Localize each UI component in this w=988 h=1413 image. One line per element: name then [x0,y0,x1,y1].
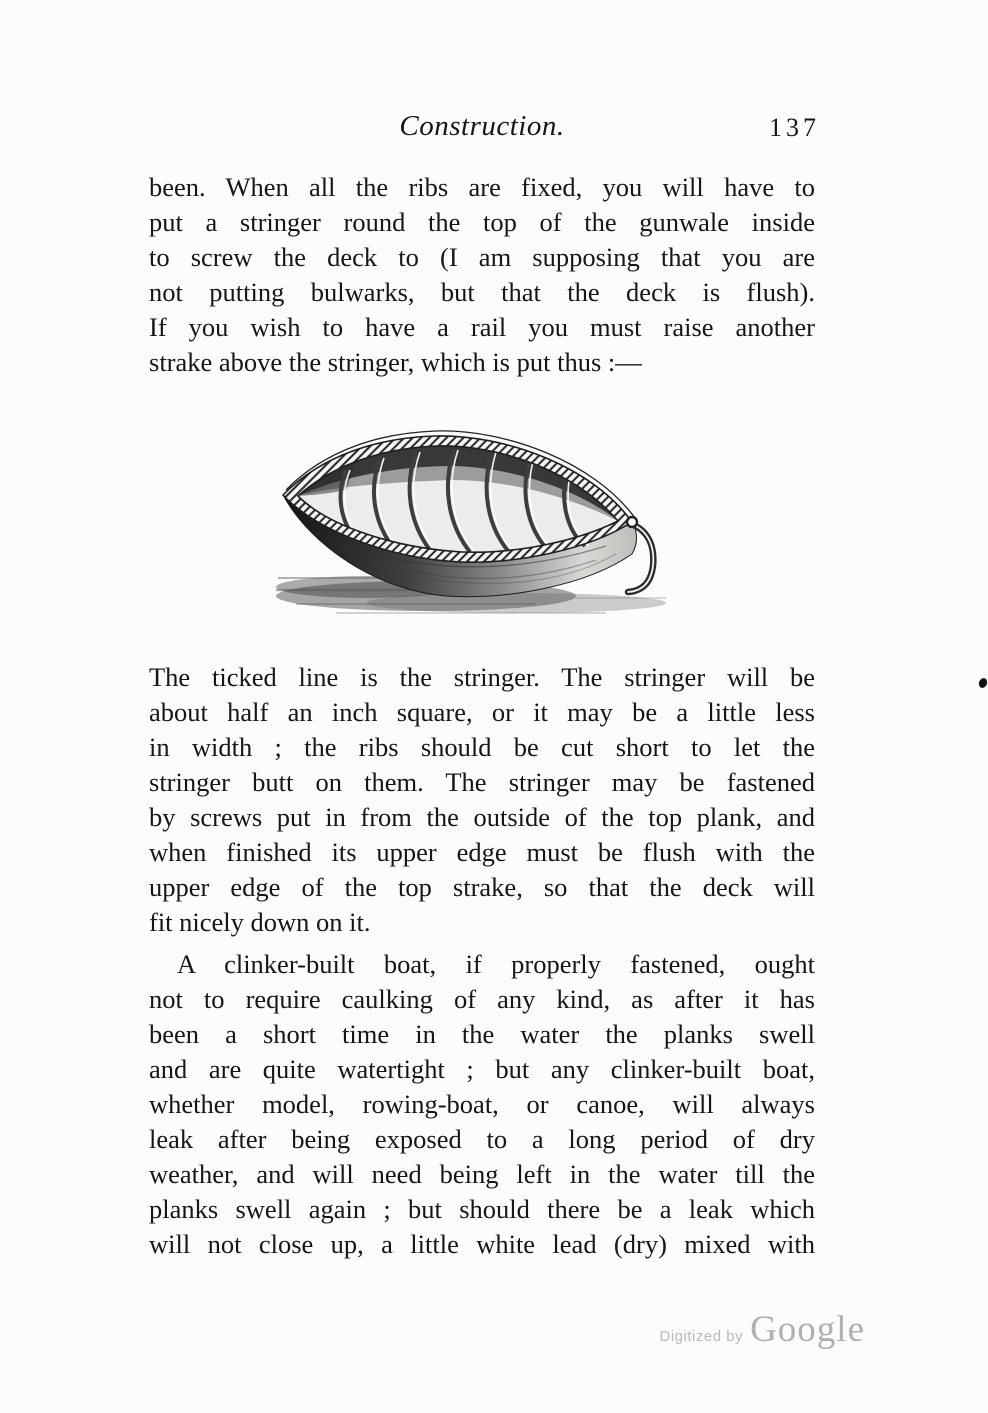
text-line: in width ; the ribs should be cut short to let the [149,732,815,762]
text-line: to screw the deck to (I am supposing that you are [149,242,815,272]
google-logo: Google [750,1309,865,1350]
text-line: whether model, rowing-boat, or canoe, will always [149,1089,815,1119]
text-line: planks swell again ; but should there be a leak which [149,1194,815,1224]
text-line: by screws put in from the outside of the top plank, and [149,802,815,832]
text-line: been a short time in the water the planks swell [149,1019,815,1049]
paragraph-2 [149,660,815,940]
scan-speck-artifact [978,677,988,689]
text-line: and are quite watertight ; but any clinker-built boat, [149,1054,815,1084]
text-line: put a stringer round the top of the gunwale inside [149,207,815,237]
boat-illustration [276,428,670,624]
text-line: strake above the stringer, which is put thus :— [149,347,642,377]
text-line: leak after being exposed to a long period of dry [149,1124,815,1154]
text-line: will not close up, a little white lead (dry) mixed with [149,1229,815,1259]
text-line: fit nicely down on it. [149,907,371,937]
paragraph-3 [149,947,815,1262]
text-line: A clinker-built boat, if properly fastened, ought [177,949,815,979]
text-line: been. When all the ribs are fixed, you will have to [149,172,815,202]
paragraph-1 [149,170,815,380]
text-line: The ticked line is the stringer. The stringer will be [149,662,815,692]
page-number: 137 [769,113,820,142]
text-line: If you wish to have a rail you must raise another [149,312,815,342]
google-watermark [660,1308,865,1351]
text-line: stringer butt on them. The stringer may be fastened [149,767,815,797]
text-line: upper edge of the top strake, so that the deck will [149,872,815,902]
text-line: weather, and will need being left in the water till the [149,1159,815,1189]
digitized-by-label: Digitized by [659,1328,744,1345]
text-line: not putting bulwarks, but that the deck is flush). [149,277,815,307]
text-line: when finished its upper edge must be flush with the [149,837,815,867]
text-line: about half an inch square, or it may be a little less [149,697,815,727]
running-header: Construction. [399,110,565,142]
text-line: not to require caulking of any kind, as after it has [149,984,815,1014]
